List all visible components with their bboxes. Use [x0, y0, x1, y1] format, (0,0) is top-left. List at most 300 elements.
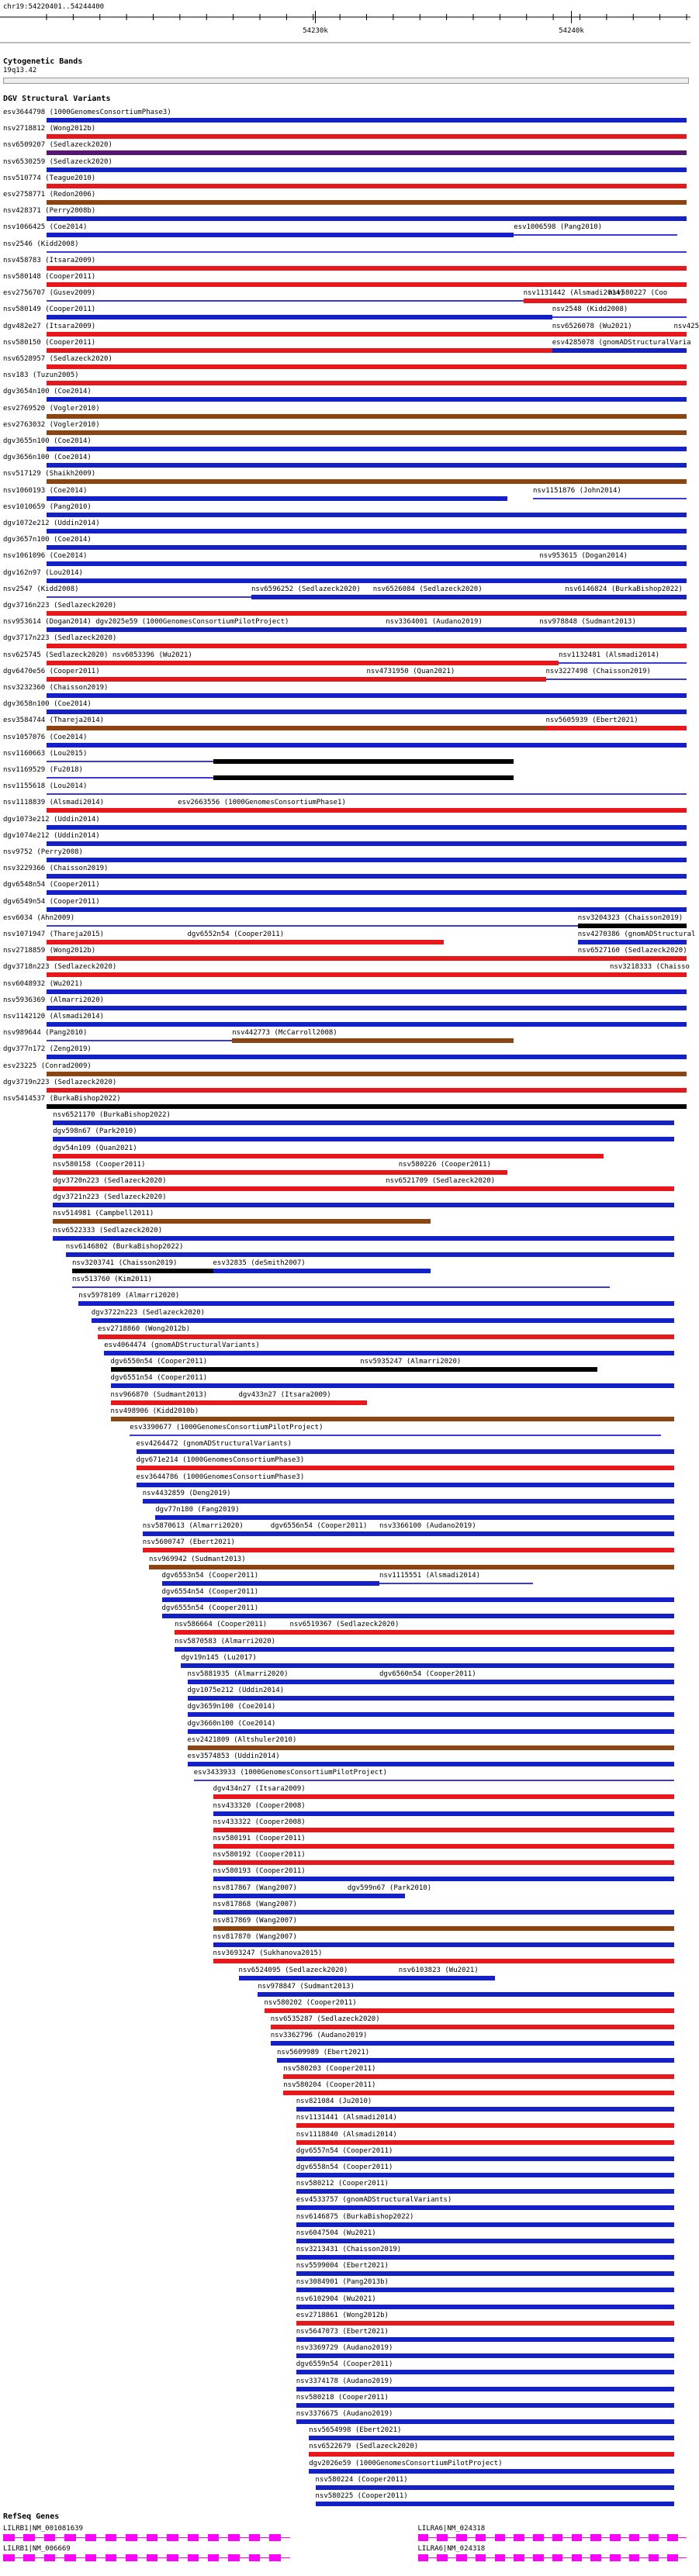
refseq-exon[interactable] [249, 2554, 261, 2561]
sv-feature-label: esv3574853 (Uddin2014) [187, 1752, 280, 1760]
sv-feature-bar[interactable] [155, 1515, 673, 1520]
sv-feature-bar[interactable] [578, 956, 687, 961]
sv-feature-bar[interactable] [213, 1811, 674, 1816]
sv-feature-label: nsv1061096 (Coe2014) [3, 552, 88, 561]
sv-feature-bar[interactable] [213, 1269, 431, 1273]
refseq-exon[interactable] [590, 2554, 601, 2561]
sv-feature-bar[interactable] [47, 381, 687, 385]
sv-feature-bar[interactable] [552, 348, 687, 353]
refseq-exon[interactable] [64, 2534, 76, 2541]
sv-feature-bar[interactable] [47, 841, 687, 846]
sv-feature-bar[interactable] [213, 1794, 674, 1799]
refseq-exon[interactable] [208, 2554, 220, 2561]
refseq-exon[interactable] [3, 2554, 15, 2561]
ruler-tick-label: 54240k [559, 27, 584, 35]
sv-feature-bar[interactable] [47, 858, 687, 862]
sv-feature-bar[interactable] [283, 2091, 673, 2095]
sv-feature-label: nsv5600747 (Ebert2021) [142, 1538, 235, 1547]
sv-feature-bar[interactable] [399, 1170, 507, 1175]
sv-feature-bar[interactable] [213, 1894, 348, 1898]
sv-feature-label: nsv1151876 (John2014) [533, 486, 621, 495]
sv-feature-label: dgv377n172 (Zeng2019) [3, 1045, 92, 1054]
sv-feature-bar[interactable] [47, 825, 687, 830]
sv-feature-label: nsv433320 (Cooper2008) [213, 1801, 306, 1810]
sv-feature-bar[interactable] [546, 726, 687, 730]
sv-feature-bar[interactable] [578, 940, 687, 944]
sv-feature-bar[interactable] [610, 972, 687, 977]
refseq-exon[interactable] [106, 2534, 117, 2541]
sv-feature-bar[interactable] [296, 2189, 674, 2194]
sv-feature-bar[interactable] [296, 2403, 674, 2408]
sv-feature-bar[interactable] [47, 1104, 687, 1109]
sv-feature-bar[interactable] [213, 1860, 674, 1865]
sv-feature-bar[interactable] [514, 234, 677, 236]
sv-feature-bar[interactable] [296, 2271, 674, 2276]
sv-feature-bar[interactable] [47, 726, 546, 730]
sv-feature-bar[interactable] [213, 1959, 674, 1963]
sv-feature-bar[interactable] [47, 300, 524, 302]
sv-feature-bar[interactable] [47, 808, 178, 813]
refseq-exon[interactable] [208, 2534, 220, 2541]
refseq-exon[interactable] [147, 2554, 158, 2561]
sv-feature-bar[interactable] [47, 513, 687, 517]
sv-feature-label: nsv6103823 (Wu2021) [398, 1966, 479, 1974]
refseq-exon[interactable] [228, 2534, 240, 2541]
sv-feature-bar[interactable] [373, 595, 566, 599]
sv-feature-bar[interactable] [188, 1712, 674, 1717]
sv-feature-bar[interactable] [92, 1318, 674, 1323]
sv-feature-bar[interactable] [552, 332, 674, 337]
refseq-exon[interactable] [610, 2554, 621, 2561]
sv-feature-label: nsv433322 (Cooper2008) [213, 1818, 306, 1826]
sv-feature-bar[interactable] [296, 2156, 674, 2161]
sv-feature-bar[interactable] [265, 2008, 674, 2013]
refseq-exon[interactable] [85, 2534, 97, 2541]
sv-feature-bar[interactable] [143, 1531, 271, 1536]
sv-feature-bar[interactable] [47, 414, 687, 419]
sv-feature-bar[interactable] [399, 1976, 495, 1980]
sv-feature-label: nsv580225 (Cooper2011) [315, 2492, 408, 2500]
sv-feature-bar[interactable] [251, 595, 373, 599]
refseq-exon[interactable] [106, 2554, 117, 2561]
sv-feature-label: dgv433n27 (Itsara2009) [238, 1390, 331, 1399]
sv-feature-bar[interactable] [296, 2370, 674, 2374]
sv-feature-bar[interactable] [47, 1055, 687, 1059]
sv-feature-bar[interactable] [213, 1910, 674, 1915]
sv-feature-label: nsv6530259 (Sedlazeck2020) [3, 157, 112, 166]
sv-feature-bar[interactable] [137, 1483, 674, 1487]
sv-feature-label: nsv5647073 (Ebert2021) [296, 2328, 389, 2336]
sv-feature-bar[interactable] [546, 679, 687, 680]
sv-feature-bar[interactable] [188, 1729, 674, 1734]
sv-feature-label: dgv6552n54 (Cooper2011) [187, 931, 285, 938]
sv-feature-label: nsv1060193 (Coe2014) [3, 486, 88, 495]
refseq-gene-label: LILRB1|NM_001081639 [3, 2525, 83, 2533]
sv-feature-bar[interactable] [296, 2255, 674, 2260]
refseq-exon[interactable] [269, 2534, 281, 2541]
sv-feature-bar[interactable] [47, 611, 687, 616]
refseq-exon[interactable] [667, 2554, 678, 2561]
sv-feature-bar[interactable] [47, 216, 687, 221]
sv-feature-bar[interactable] [608, 299, 687, 303]
sv-feature-bar[interactable] [283, 2074, 673, 2079]
sv-feature-bar[interactable] [47, 989, 687, 994]
sv-feature-bar[interactable] [47, 925, 578, 927]
sv-feature-bar[interactable] [213, 1877, 674, 1881]
sv-feature-bar[interactable] [162, 1597, 674, 1602]
sv-feature-label: esv1006598 (Pang2010) [514, 223, 603, 232]
sv-feature-bar[interactable] [188, 1680, 380, 1684]
sv-feature-bar[interactable] [188, 1696, 674, 1701]
sv-feature-bar[interactable] [213, 775, 514, 780]
sv-feature-label: nsv580203 (Cooper2011) [283, 2064, 376, 2073]
sv-feature-bar[interactable] [111, 1383, 674, 1388]
sv-feature-bar[interactable] [47, 134, 687, 139]
sv-feature-bar[interactable] [213, 1828, 674, 1832]
refseq-exon[interactable] [3, 2534, 15, 2541]
sv-feature-bar[interactable] [47, 496, 507, 501]
sv-feature-label: esv2758771 (Redon2006) [3, 191, 96, 199]
sv-feature-bar[interactable] [178, 808, 687, 813]
sv-feature-bar[interactable] [277, 2058, 674, 2063]
sv-feature-bar[interactable] [47, 777, 213, 779]
refseq-exon[interactable] [44, 2554, 56, 2561]
sv-feature-bar[interactable] [309, 2469, 673, 2474]
sv-feature-label: nsv5936369 (Almarri2020) [3, 996, 105, 1004]
sv-feature-bar[interactable] [539, 627, 687, 632]
sv-feature-label: nsv498906 (Kidd2010b) [110, 1407, 199, 1415]
sv-feature-bar[interactable] [296, 2288, 674, 2292]
refseq-exon[interactable] [552, 2554, 563, 2561]
sv-feature-bar[interactable] [111, 1417, 674, 1421]
sv-feature-label: esv2718860 (Wong2012b) [98, 1324, 191, 1333]
sv-feature-bar[interactable] [213, 1926, 674, 1931]
sv-feature-bar[interactable] [271, 2041, 674, 2046]
sv-feature-bar[interactable] [47, 200, 687, 205]
refseq-exon[interactable] [629, 2534, 640, 2541]
refseq-exon[interactable] [610, 2534, 621, 2541]
sv-feature-bar[interactable] [162, 1614, 674, 1618]
sv-feature-bar[interactable] [239, 1400, 367, 1405]
sv-feature-label: nsv6535287 (Sedlazeck2020) [270, 2015, 380, 2024]
sv-feature-label: nsv3369729 (Audano2019) [296, 2344, 393, 2353]
refseq-exon[interactable] [552, 2534, 563, 2541]
sv-feature-bar[interactable] [296, 2387, 674, 2391]
refseq-exon[interactable] [126, 2534, 137, 2541]
sv-feature-bar[interactable] [47, 644, 687, 648]
sv-feature-bar[interactable] [143, 1548, 674, 1552]
refseq-exon[interactable] [495, 2534, 506, 2541]
sv-feature-bar[interactable] [367, 677, 546, 682]
sv-feature-bar[interactable] [47, 874, 687, 879]
refseq-exon[interactable] [249, 2534, 261, 2541]
sv-feature-bar[interactable] [47, 479, 687, 484]
sv-feature-bar[interactable] [379, 1680, 674, 1684]
sv-feature-bar[interactable] [47, 677, 367, 682]
sv-feature-bar[interactable] [296, 2353, 674, 2358]
sv-feature-bar[interactable] [47, 150, 687, 155]
refseq-exon[interactable] [23, 2554, 35, 2561]
sv-feature-bar[interactable] [47, 793, 687, 795]
sv-feature-bar[interactable] [47, 1006, 687, 1010]
refseq-exon[interactable] [649, 2534, 659, 2541]
sv-feature-bar[interactable] [296, 2337, 674, 2342]
sv-feature-bar[interactable] [290, 1630, 674, 1635]
sv-feature-bar[interactable] [539, 561, 687, 566]
sv-feature-bar[interactable] [386, 627, 539, 632]
refseq-exon[interactable] [85, 2554, 97, 2561]
refseq-exon[interactable] [188, 2554, 199, 2561]
sv-feature-bar[interactable] [47, 447, 687, 451]
sv-feature-bar[interactable] [47, 118, 687, 123]
sv-feature-label: dgv3718n223 (Sedlazeck2020) [3, 963, 117, 972]
sv-feature-bar[interactable] [175, 1630, 290, 1635]
refseq-gene-label: LILRA6|NM_024318 [417, 2525, 486, 2533]
sv-feature-label: nsv580204 (Cooper2011) [283, 2081, 376, 2089]
sv-feature-label: nsv6146802 (BurkaBishop2022) [65, 1242, 184, 1251]
sv-feature-bar[interactable] [47, 348, 552, 353]
sv-feature-bar[interactable] [47, 529, 687, 534]
sv-feature-label: nsv580150 (Cooper2011) [3, 338, 96, 347]
sv-feature-bar[interactable] [47, 332, 552, 337]
sv-feature-bar[interactable] [137, 1449, 674, 1454]
sv-feature-bar[interactable] [53, 1203, 673, 1207]
refseq-exon[interactable] [649, 2554, 659, 2561]
sv-feature-bar[interactable] [386, 1186, 673, 1191]
sv-feature-label: dgv6554n54 (Cooper2011) [161, 1588, 259, 1596]
sv-feature-bar[interactable] [47, 315, 552, 319]
sv-feature-bar[interactable] [47, 364, 687, 369]
refseq-exon[interactable] [495, 2554, 506, 2561]
sv-feature-bar[interactable] [72, 1286, 610, 1288]
sv-feature-bar[interactable] [316, 2502, 674, 2506]
refseq-exon[interactable] [269, 2554, 281, 2561]
sv-feature-bar[interactable] [296, 2321, 674, 2326]
refseq-exon[interactable] [456, 2534, 467, 2541]
sv-feature-bar[interactable] [47, 956, 578, 961]
sv-feature-bar[interactable] [47, 1040, 232, 1041]
sv-feature-label: nsv580192 (Cooper2011) [213, 1851, 306, 1859]
sv-feature-label: dgv162n97 (Lou2014) [3, 568, 83, 577]
refseq-exon[interactable] [514, 2534, 524, 2541]
sv-feature-bar[interactable] [348, 1894, 405, 1898]
sv-feature-bar[interactable] [47, 266, 687, 271]
sv-feature-bar[interactable] [194, 1780, 674, 1781]
sv-feature-bar[interactable] [47, 940, 188, 944]
sv-feature-bar[interactable] [271, 2025, 674, 2029]
sv-feature-bar[interactable] [47, 397, 687, 402]
sv-feature-bar[interactable] [47, 578, 687, 583]
refseq-exon[interactable] [418, 2554, 429, 2561]
sv-feature-label: nsv517129 (Shaikh2009) [3, 470, 96, 478]
sv-feature-bar[interactable] [188, 940, 444, 944]
sv-feature-bar[interactable] [296, 2419, 674, 2424]
sv-feature-bar[interactable] [47, 463, 687, 468]
sv-feature-bar[interactable] [47, 710, 687, 714]
sv-feature-label: nsv6528957 (Sedlazeck2020) [3, 355, 112, 363]
sv-feature-bar[interactable] [47, 743, 687, 748]
refseq-exon[interactable] [476, 2534, 486, 2541]
sv-feature-label: nsv5870613 (Almarri2020) [142, 1522, 244, 1531]
sv-feature-bar[interactable] [47, 661, 559, 665]
sv-feature-bar[interactable] [111, 1367, 361, 1372]
sv-feature-bar[interactable] [524, 299, 609, 303]
sv-feature-bar[interactable] [72, 1269, 213, 1273]
sv-feature-bar[interactable] [47, 167, 687, 172]
sv-feature-bar[interactable] [316, 2485, 674, 2490]
sv-feature-label: esv2718861 (Wong2012b) [296, 2311, 389, 2319]
sv-feature-bar[interactable] [53, 1170, 399, 1175]
refseq-exon[interactable] [572, 2554, 583, 2561]
sv-feature-bar[interactable] [181, 1663, 673, 1668]
sv-feature-bar[interactable] [47, 430, 687, 435]
sv-feature-label: nsv1169529 (Fu2018) [3, 766, 83, 774]
sv-feature-bar[interactable] [98, 1335, 674, 1339]
sv-feature-bar[interactable] [47, 693, 687, 698]
sv-feature-label: nsv586664 (Cooper2011) [175, 1621, 268, 1629]
sv-feature-label: nsv1057076 (Coe2014) [3, 733, 88, 741]
sv-feature-bar[interactable] [552, 316, 687, 318]
refseq-exon[interactable] [667, 2534, 678, 2541]
sv-feature-bar[interactable] [296, 2222, 674, 2227]
sv-feature-bar[interactable] [379, 1583, 533, 1584]
sv-feature-bar[interactable] [149, 1565, 674, 1569]
sv-feature-bar[interactable] [379, 1531, 674, 1536]
sv-feature-label: nsv5935247 (Almarri2020) [360, 1358, 462, 1366]
sv-feature-bar[interactable] [53, 1121, 673, 1125]
sv-feature-bar[interactable] [78, 1301, 673, 1306]
sv-feature-bar[interactable] [47, 907, 687, 912]
sv-feature-label: nsv2546 (Kidd2008) [3, 240, 79, 248]
sv-feature-bar[interactable] [258, 1992, 673, 1997]
sv-feature-bar[interactable] [309, 2436, 673, 2440]
sv-feature-bar[interactable] [296, 2305, 674, 2309]
sv-feature-bar[interactable] [559, 662, 687, 664]
refseq-exon[interactable] [126, 2554, 137, 2561]
refseq-exon[interactable] [437, 2534, 448, 2541]
sv-feature-bar[interactable] [130, 1435, 661, 1436]
refseq-exon[interactable] [147, 2534, 158, 2541]
sv-feature-bar[interactable] [47, 1088, 687, 1093]
sv-feature-bar[interactable] [296, 2205, 674, 2210]
refseq-exon[interactable] [572, 2534, 583, 2541]
sv-feature-bar[interactable] [47, 233, 514, 237]
refseq-exon[interactable] [476, 2554, 486, 2561]
sv-feature-bar[interactable] [309, 2452, 673, 2457]
sv-feature-bar[interactable] [47, 761, 213, 762]
sv-feature-bar[interactable] [674, 332, 687, 337]
refseq-exon[interactable] [167, 2554, 178, 2561]
sv-feature-label: nsv6521709 (Sedlazeck2020) [386, 1177, 496, 1185]
sv-feature-bar[interactable] [104, 1351, 673, 1355]
refseq-exon[interactable] [456, 2554, 467, 2561]
sv-feature-bar[interactable] [53, 1186, 386, 1191]
sv-feature-bar[interactable] [137, 1466, 674, 1470]
sv-feature-label: dgv3716n223 (Sedlazeck2020) [3, 602, 117, 609]
sv-feature-bar[interactable] [47, 890, 687, 895]
sv-feature-bar[interactable] [47, 282, 687, 287]
sv-feature-bar[interactable] [565, 595, 687, 599]
sv-feature-bar[interactable] [578, 924, 687, 928]
sv-feature-label: nsv6146824 (BurkaBishop2022) [565, 585, 683, 593]
sv-feature-bar[interactable] [213, 759, 514, 764]
sv-feature-label: esv32835 (deSmith2007) [213, 1259, 306, 1267]
sv-feature-bar[interactable] [47, 1022, 687, 1027]
sv-feature-label: nsv1160663 (Lou2015) [3, 749, 88, 758]
refseq-exon[interactable] [629, 2554, 640, 2561]
sv-feature-bar[interactable] [47, 972, 610, 977]
sv-feature-bar[interactable] [47, 251, 687, 253]
sv-feature-bar[interactable] [53, 1219, 431, 1224]
sv-feature-bar[interactable] [296, 2107, 674, 2112]
sv-feature-bar[interactable] [47, 184, 687, 188]
sv-feature-bar[interactable] [188, 1746, 674, 1750]
sv-feature-bar[interactable] [239, 1976, 399, 1980]
sv-feature-bar[interactable] [188, 1762, 674, 1766]
sv-feature-bar[interactable] [53, 1137, 673, 1141]
refseq-exon[interactable] [514, 2554, 524, 2561]
sv-feature-label: nsv5654998 (Ebert2021) [309, 2426, 402, 2435]
sv-feature-bar[interactable] [175, 1647, 674, 1652]
sv-feature-bar[interactable] [47, 627, 386, 632]
refseq-exon[interactable] [533, 2554, 544, 2561]
sv-feature-label: nsv5609989 (Ebert2021) [277, 2048, 370, 2056]
refseq-exon[interactable] [188, 2534, 199, 2541]
sv-feature-bar[interactable] [162, 1581, 380, 1586]
sv-feature-label: dgv3658n100 (Coe2014) [3, 700, 92, 709]
sv-feature-bar[interactable] [53, 1236, 673, 1241]
sv-feature-bar[interactable] [360, 1367, 597, 1372]
sv-feature-bar[interactable] [66, 1252, 674, 1257]
refseq-track-title[interactable]: RefSeq Genes [3, 2512, 60, 2521]
refseq-exon[interactable] [167, 2534, 178, 2541]
sv-feature-bar[interactable] [232, 1038, 514, 1043]
sv-feature-bar[interactable] [143, 1499, 674, 1504]
sv-feature-bar[interactable] [296, 2123, 674, 2128]
sv-feature-bar[interactable] [213, 1844, 674, 1849]
sv-feature-label: esv3584744 (Thareja2014) [3, 717, 105, 725]
sv-feature-bar[interactable] [296, 2173, 674, 2177]
sv-feature-bar[interactable] [296, 2140, 674, 2145]
refseq-exon[interactable] [44, 2534, 56, 2541]
sv-feature-bar[interactable] [533, 498, 687, 499]
sv-feature-bar[interactable] [111, 1400, 239, 1405]
sv-feature-bar[interactable] [47, 545, 687, 550]
refseq-exon[interactable] [533, 2534, 544, 2541]
sv-feature-label: nsv6526084 (Sedlazeck2020) [372, 585, 483, 593]
refseq-exon[interactable] [228, 2554, 240, 2561]
sv-feature-bar[interactable] [296, 2239, 674, 2243]
refseq-exon[interactable] [23, 2534, 35, 2541]
refseq-exon[interactable] [437, 2554, 448, 2561]
sv-feature-bar[interactable] [47, 1072, 687, 1076]
sv-feature-bar[interactable] [271, 1531, 379, 1536]
dgv-track-title[interactable]: DGV Structural Variants [3, 95, 111, 103]
refseq-exon[interactable] [418, 2534, 429, 2541]
refseq-exon[interactable] [590, 2534, 601, 2541]
sv-feature-label: nsv821084 (Ju2010) [296, 2098, 372, 2106]
refseq-exon[interactable] [64, 2554, 76, 2561]
sv-feature-bar[interactable] [213, 1942, 674, 1947]
sv-feature-label: esv4264472 (gnomADStructuralVariants) [136, 1440, 292, 1449]
sv-feature-label: dgv598n67 (Park2010) [53, 1127, 137, 1136]
sv-feature-label: dgv3722n223 (Sedlazeck2020) [91, 1308, 206, 1317]
sv-feature-bar[interactable] [53, 1154, 604, 1159]
sv-feature-bar[interactable] [47, 561, 539, 566]
sv-feature-label: dgv6556n54 (Cooper2011) [270, 1522, 368, 1531]
sv-feature-label: nsv5414537 (BurkaBishop2022) [3, 1095, 121, 1103]
sv-feature-bar[interactable] [47, 596, 251, 598]
